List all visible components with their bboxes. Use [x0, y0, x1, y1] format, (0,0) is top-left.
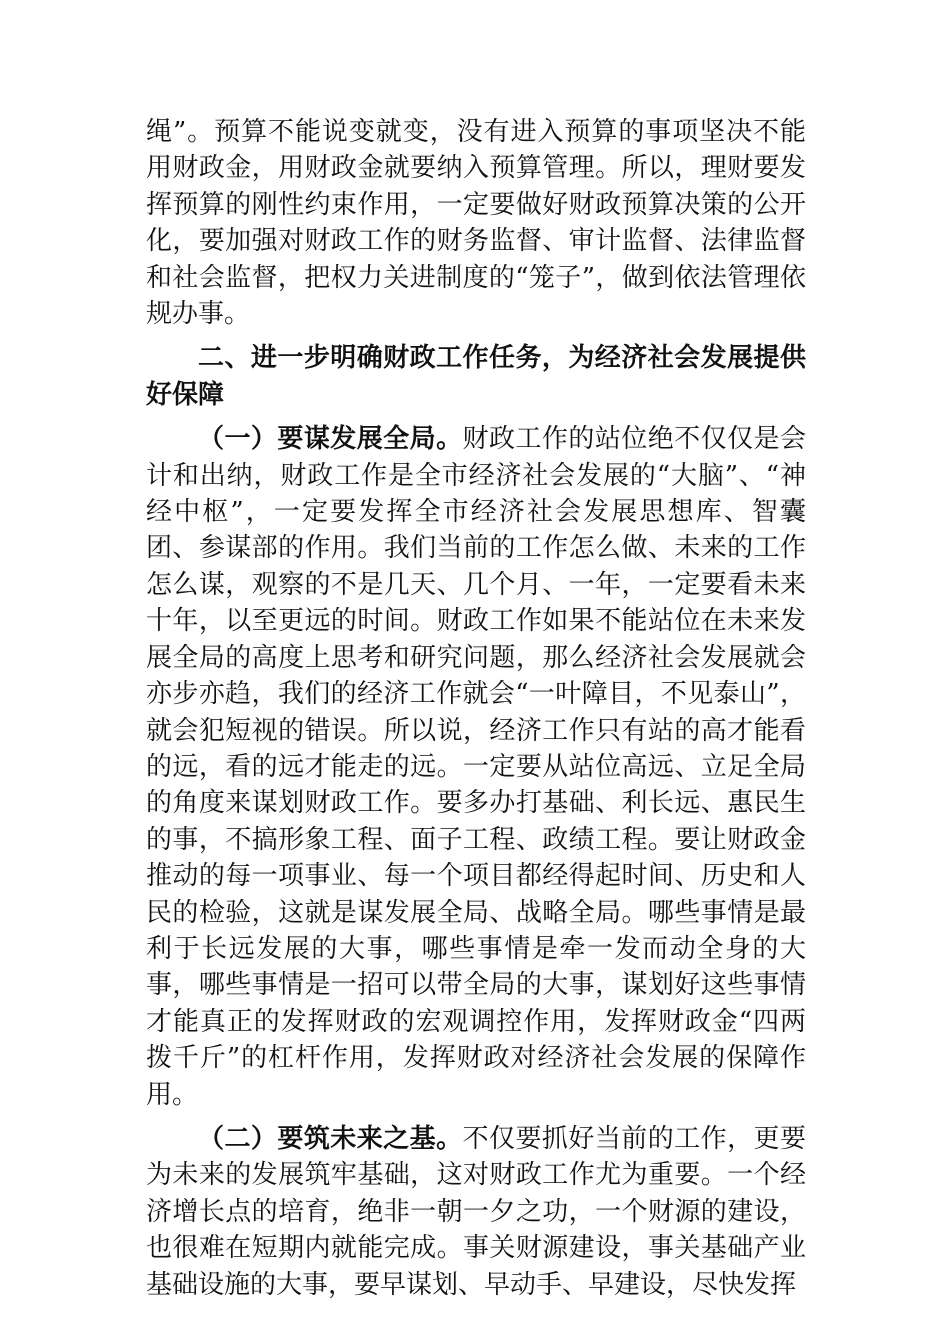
subsection-1-title: （一）要谋发展全局。: [198, 424, 463, 455]
section-heading-2: 二、进一步明确财政工作任务，为经济社会发展提供好保障: [146, 343, 806, 410]
subsection-2-body: 不仅要抓好当前的工作，更要为未来的发展筑牢基础，这对财政工作尤为重要。一个经济增长点的培育，绝非一朝一夕之功，一个财源的建设，也很难在短期内就能完成。事关财源建设，事关基础产业基础设施的大事，要早谋划、早动手、早建设，尽快发挥: [146, 1123, 806, 1300]
subsection-2-paragraph: [146, 1121, 806, 1303]
paragraph-budget-constraint: 绳”。预算不能说变就变，没有进入预算的事项坚决不能用财政金，用财政金就要纳入预算管理。所以，理财要发挥预算的刚性约束作用，一定要做好财政预算决策的公开化，要加强对财政工作的财务监督、审计监督、法律监督和社会监督，把权力关进制度的“笼子”，做到依法管理依规办事。: [146, 117, 806, 330]
subsection-1-paragraph: [146, 421, 806, 1113]
document-page: [146, 114, 806, 1303]
subsection-1-body: 财政工作的站位绝不仅仅是会计和出纳，财政工作是全市经济社会发展的“大脑”、“神经中枢”，一定要发挥全市经济社会发展思想库、智囊团、参谋部的作用。我们当前的工作怎么做、未来的工作怎么谋，观察的不是几天、几个月、一年，一定要看未来十年，以至更远的时间。财政工作如果不能站位在未来发展全局的高度上思考和研究问题，那么经济社会发展就会亦步亦趋，我们的经济工作就会“一叶障目，不见泰山”，就会犯短视的错误。所以说，经济工作只有站的高才能看的远，看的远才能走的远。一定要从站位高远、立足全局的角度来谋划财政工作。要多办打基础、利长远、惠民生的事，不搞形象工程、面子工程、政绩工程。要让财政金推动的每一项事业、每一个项目都经得起时间、历史和人民的检验，这就是谋发展全局、战略全局。哪些事情是最利于长远发展的大事，哪些事情是牵一发而动全身的大事，哪些事情是一招可以带全局的大事，谋划好这些事情才能真正的发挥财政的宏观调控作用，发挥财政金“四两拨千斤”的杠杆作用，发挥财政对经济社会发展的保障作用。: [146, 424, 806, 1110]
subsection-2-title: （二）要筑未来之基。: [198, 1123, 463, 1154]
